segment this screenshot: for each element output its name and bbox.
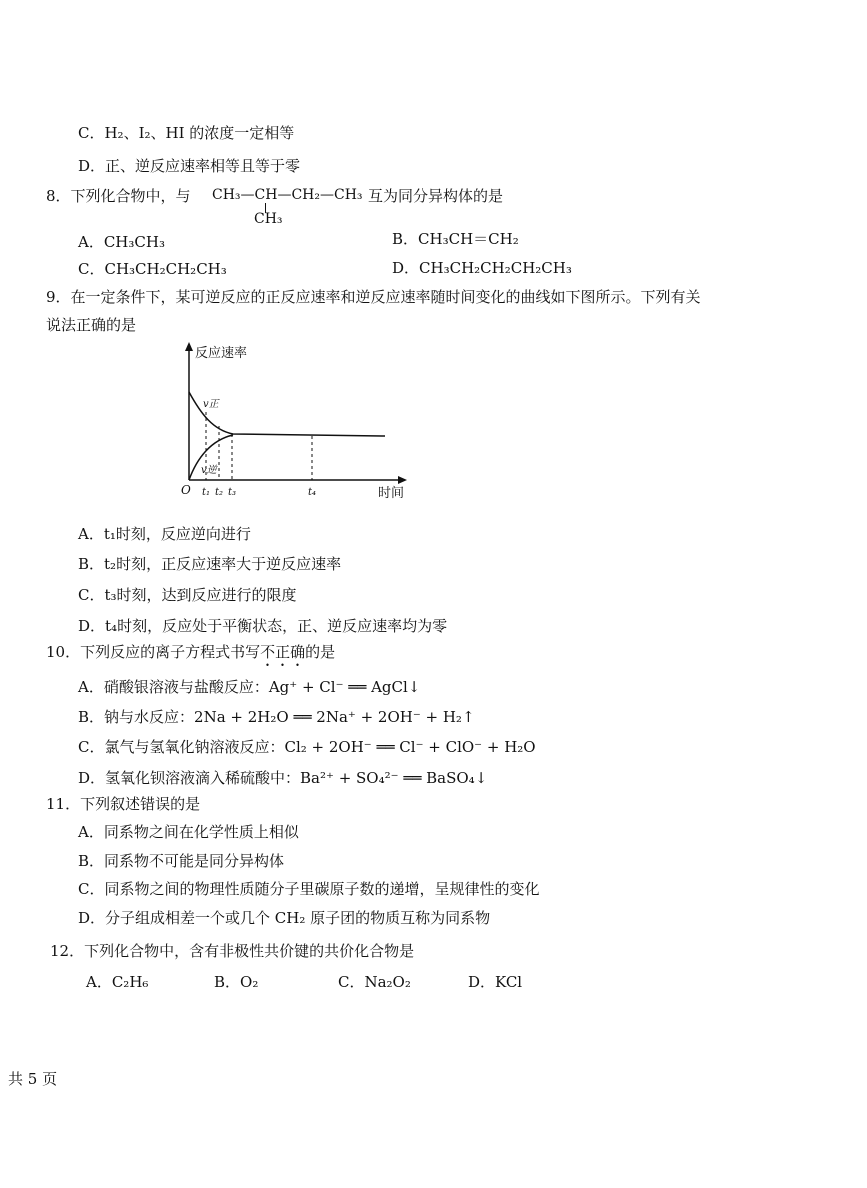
q10-stem-suffix: 的是	[305, 643, 336, 661]
q8-stem-suffix: 互为同分异构体的是	[368, 187, 504, 205]
q9-rate-time-graph	[175, 340, 415, 505]
q10-stem	[46, 642, 335, 670]
q12-stem: 12．下列化合物中，含有非极性共价键的共价化合物是	[50, 942, 415, 960]
q12-option-c: C．Na₂O₂	[338, 973, 411, 991]
page-count-footer: 共 5 页	[8, 1070, 58, 1088]
y-axis-label: 反应速率	[195, 346, 248, 361]
q10-option-a: A．硝酸银溶液与盐酸反应：Ag⁺ + Cl⁻ ══ AgCl↓	[78, 678, 421, 696]
origin-label: O	[181, 483, 191, 497]
q8-option-c: C．CH₃CH₂CH₂CH₃	[78, 260, 227, 278]
q9-option-c: C．t₃时刻，达到反应进行的限度	[78, 586, 297, 604]
q10-option-b: B．钠与水反应：2Na + 2H₂O ══ 2Na⁺ + 2OH⁻ + H₂↑	[78, 708, 475, 726]
v-reverse-label: v逆	[201, 465, 217, 476]
q8-stem-prefix: 8．下列化合物中，与	[46, 187, 191, 205]
x-axis-label: 时间	[378, 486, 405, 501]
q10-option-c: C．氯气与氢氧化钠溶液反应：Cl₂ + 2OH⁻ ══ Cl⁻ + ClO⁻ + H₂O	[78, 738, 536, 756]
x-axis-arrow	[398, 476, 407, 484]
q8-structural-formula: CH₃—CH—CH₂—CH₃	[212, 187, 363, 203]
q9-option-b: B．t₂时刻，正反应速率大于逆反应速率	[78, 555, 342, 573]
v-forward-label: v正	[203, 399, 219, 410]
q7-option-c: C．H₂、I₂、HI 的浓度一定相等	[78, 124, 295, 142]
q10-option-d: D．氢氧化钡溶液滴入稀硫酸中：Ba²⁺ + SO₄²⁻ ══ BaSO₄↓	[78, 769, 488, 787]
q12-option-a: A．C₂H₆	[86, 973, 149, 991]
q9-option-a: A．t₁时刻，反应逆向进行	[78, 525, 251, 543]
q8-option-b: B．CH₃CH＝CH₂	[392, 230, 519, 248]
q12-option-b: B．O₂	[214, 973, 259, 991]
q8-branch-methyl: CH₃	[254, 211, 283, 227]
q10-stem-prefix: 10．下列反应的离子方程式书写	[46, 643, 261, 661]
q11-option-b: B．同系物不可能是同分异构体	[78, 852, 285, 870]
tick-t1: t₁	[202, 487, 211, 498]
q8-option-d: D．CH₃CH₂CH₂CH₂CH₃	[392, 259, 572, 277]
q12-option-d: D．KCl	[468, 973, 523, 991]
tick-t3: t₃	[228, 487, 237, 498]
q9-stem-line1: 9．在一定条件下，某可逆反应的正反应速率和逆反应速率随时间变化的曲线如下图所示。下列有关	[46, 288, 701, 306]
q11-option-d: D．分子组成相差一个或几个 CH₂ 原子团的物质互称为同系物	[78, 909, 491, 927]
q11-stem: 11．下列叙述错误的是	[46, 795, 201, 813]
q9-stem-line2: 说法正确的是	[46, 316, 137, 334]
tick-t4: t₄	[308, 487, 317, 498]
q7-option-d: D．正、逆反应速率相等且等于零	[78, 157, 301, 175]
tick-t2: t₂	[215, 487, 224, 498]
q9-option-d: D．t₄时刻，反应处于平衡状态，正、逆反应速率均为零	[78, 617, 448, 635]
q10-stem-emphasis: 不正确	[260, 643, 306, 661]
q11-option-a: A．同系物之间在化学性质上相似	[78, 823, 299, 841]
y-axis-arrow	[185, 342, 193, 351]
q8-option-a: A．CH₃CH₃	[78, 233, 165, 251]
q11-option-c: C．同系物之间的物理性质随分子里碳原子数的递增，呈规律性的变化	[78, 880, 540, 898]
